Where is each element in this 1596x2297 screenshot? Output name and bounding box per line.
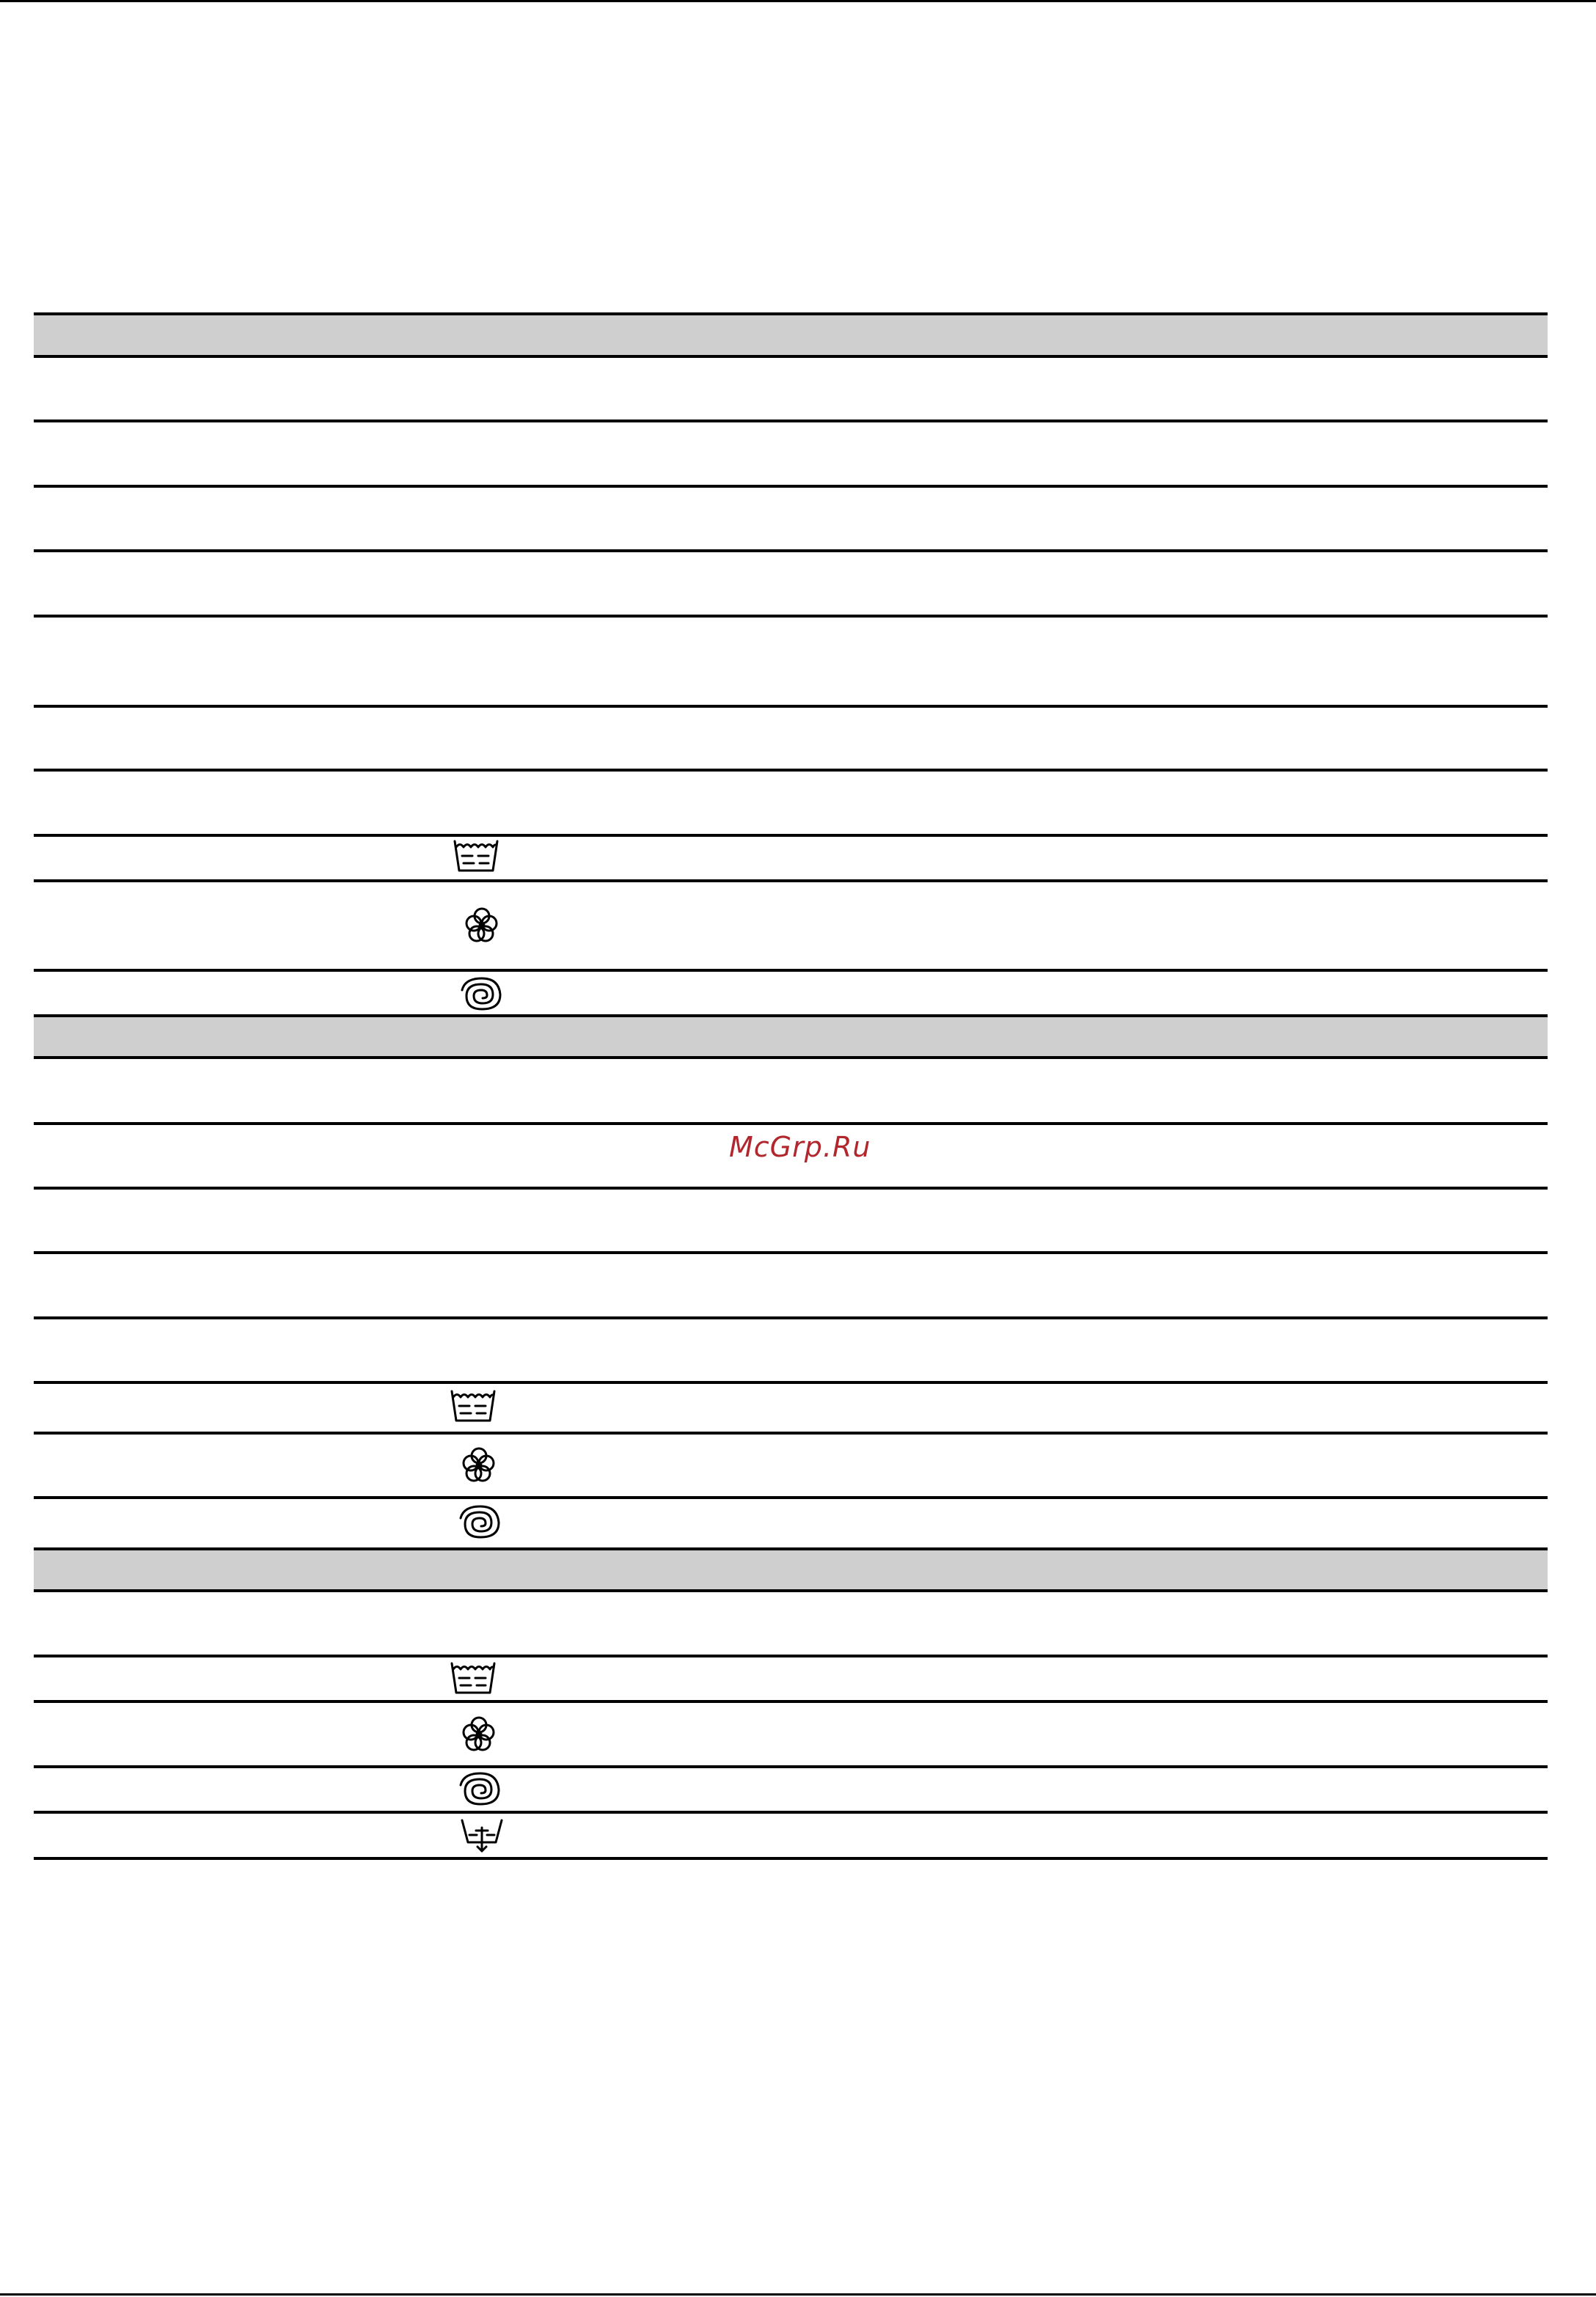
table-rule bbox=[34, 1251, 1548, 1254]
table-rule bbox=[34, 1765, 1548, 1768]
table-rule bbox=[34, 485, 1548, 488]
wash-tub-icon bbox=[449, 1388, 497, 1425]
rinse-flower-icon bbox=[455, 1716, 503, 1753]
table-rule bbox=[34, 769, 1548, 772]
section-2-header bbox=[34, 1015, 1548, 1056]
wash-tub-icon bbox=[452, 838, 500, 875]
table-rule bbox=[34, 1857, 1548, 1860]
section-3-header bbox=[34, 1548, 1548, 1589]
table-rule bbox=[34, 1547, 1548, 1550]
table-rule bbox=[34, 1589, 1548, 1592]
table-rule bbox=[34, 1700, 1548, 1703]
watermark-text: McGrp.Ru bbox=[729, 1131, 871, 1163]
table-rule bbox=[34, 1056, 1548, 1059]
rinse-flower-icon bbox=[455, 1447, 503, 1484]
drain-icon bbox=[458, 1817, 506, 1854]
table-rule bbox=[34, 1496, 1548, 1499]
spin-spiral-icon bbox=[456, 1503, 505, 1540]
table-rule bbox=[34, 549, 1548, 552]
spin-spiral-icon bbox=[458, 975, 506, 1012]
section-1-header bbox=[34, 314, 1548, 355]
table-rule bbox=[34, 312, 1548, 315]
table-rule bbox=[34, 1811, 1548, 1814]
rinse-flower-icon bbox=[458, 907, 506, 944]
spin-spiral-icon bbox=[456, 1770, 505, 1807]
table-rule bbox=[34, 969, 1548, 972]
table-rule bbox=[34, 615, 1548, 618]
wash-tub-icon bbox=[449, 1660, 497, 1697]
table-rule bbox=[34, 355, 1548, 358]
table-rule bbox=[34, 1014, 1548, 1017]
table-rule bbox=[34, 1432, 1548, 1435]
table-rule bbox=[34, 834, 1548, 837]
table-rule bbox=[34, 1187, 1548, 1190]
table-rule bbox=[34, 1316, 1548, 1319]
table-rule bbox=[34, 1122, 1548, 1125]
table-rule bbox=[34, 705, 1548, 708]
table-rule bbox=[34, 1655, 1548, 1657]
table-rule bbox=[34, 879, 1548, 882]
table-rule bbox=[34, 420, 1548, 422]
table-rule bbox=[34, 1381, 1548, 1384]
